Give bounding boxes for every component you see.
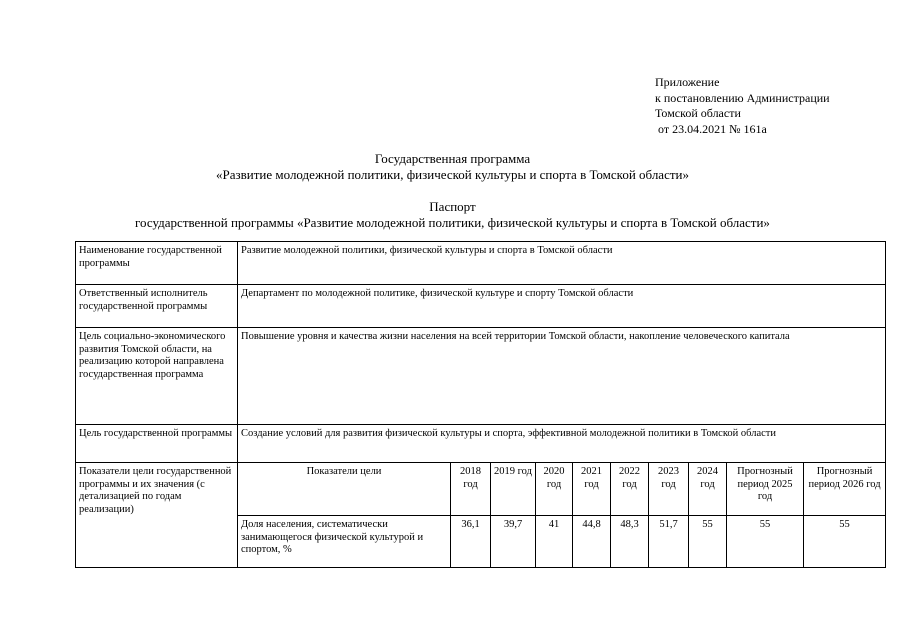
row-label: Наименование государственной программы [76,242,238,285]
row-label: Цель государственной программы [76,425,238,463]
indicator-value: 55 [804,516,886,568]
table-row [76,242,886,285]
indicators-col-header: Показатели цели [238,463,451,516]
appendix-date: от 23.04.2021 № 161а [655,121,767,136]
indicator-value: 41 [536,516,573,568]
year-header: Прогнозный период 2025 год [727,463,804,516]
indicator-value: 36,1 [451,516,491,568]
year-header: 2024 год [689,463,727,516]
indicators-header-row [76,463,886,516]
row-value: Развитие молодежной политики, физической культуры и спорта в Томской области [238,242,886,285]
indicator-value: 39,7 [491,516,536,568]
year-header: 2018 год [451,463,491,516]
program-name: «Развитие молодежной политики, физической культуры и спорта в Томской области» [216,167,689,182]
row-value: Департамент по молодежной политике, физической культуре и спорту Томской области [238,285,886,328]
appendix-line: к постановлению Администрации [655,90,830,105]
indicator-name: Доля населения, систематически занимающегося физической культурой и спортом, % [238,516,451,568]
indicators-label: Показатели цели государственной программы и их значения (с детализацией по годам реализации) [76,463,238,568]
program-title [0,151,905,183]
appendix-line: Приложение [655,75,720,89]
year-header: 2020 год [536,463,573,516]
table-row [76,285,886,328]
appendix-line: Томской области [655,106,741,120]
year-header: 2021 год [573,463,611,516]
passport-subheading: государственной программы «Развитие молодежной политики, физической культуры и спорта в Томской области» [135,215,770,230]
year-header: Прогнозный период 2026 год [804,463,886,516]
passport-title [0,199,905,231]
indicator-value: 55 [727,516,804,568]
row-label: Ответственный исполнитель государственной программы [76,285,238,328]
indicator-value: 55 [689,516,727,568]
indicator-value: 48,3 [611,516,649,568]
year-header: 2023 год [649,463,689,516]
indicator-value: 51,7 [649,516,689,568]
row-label: Цель социально-экономического развития Томской области, на реализацию которой направлена государственная программа [76,328,238,425]
indicator-value: 44,8 [573,516,611,568]
year-header: 2022 год [611,463,649,516]
passport-table [75,241,886,568]
row-value: Создание условий для развития физической культуры и спорта, эффективной молодежной политики в Томской области [238,425,886,463]
appendix-note [655,75,830,137]
program-heading: Государственная программа [374,151,531,166]
table-row [76,328,886,425]
row-value: Повышение уровня и качества жизни населения на всей территории Томской области, накопление человеческого капитала [238,328,886,425]
year-header: 2019 год [491,463,536,516]
passport-heading: Паспорт [429,199,476,214]
table-row [76,425,886,463]
